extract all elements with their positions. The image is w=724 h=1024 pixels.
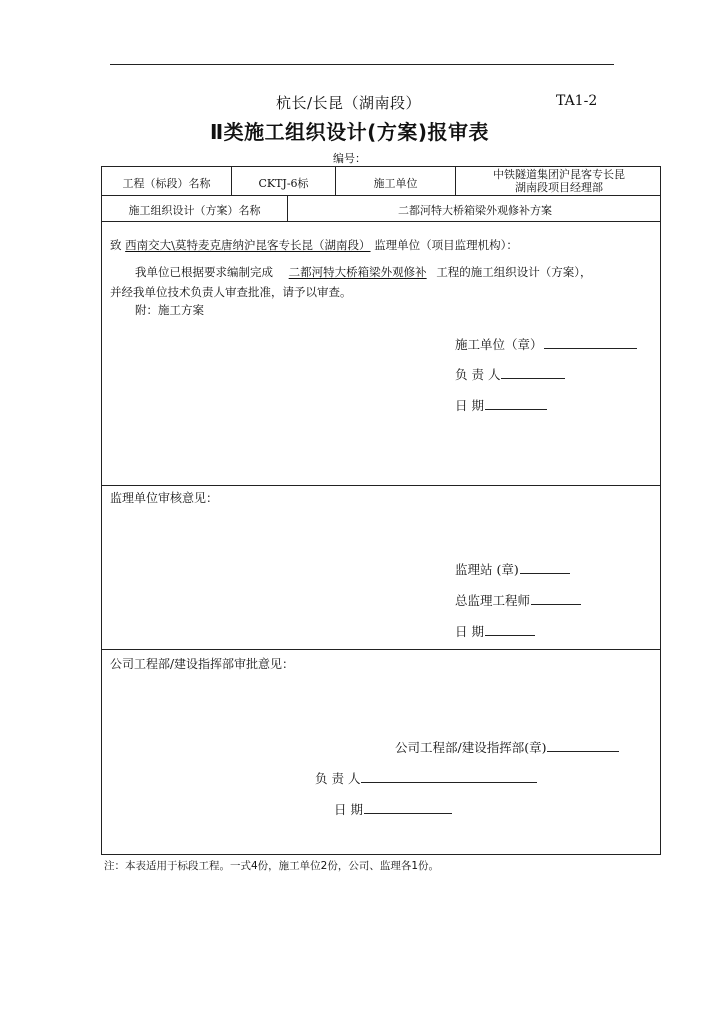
addressee-prefix: 致 — [110, 238, 122, 252]
supervisor-date-line — [455, 622, 535, 640]
number-label: 编号： — [333, 152, 366, 165]
submission-body-line1 — [135, 264, 592, 280]
contractor-person-line — [455, 365, 565, 383]
addressee-suffix: 监理单位（项目监理机构）： — [374, 238, 518, 252]
form-title: Ⅱ类施工组织设计(方案)报审表 — [210, 120, 489, 144]
route-label: 杭长/长昆（湖南段） — [276, 94, 422, 112]
form-code: TA1-2 — [556, 93, 598, 109]
contractor-date-label: 日 期 — [455, 398, 484, 413]
footer-note: 注：本表适用于标段工程。一式4份，施工单位2份，公司、监理各1份。 — [104, 860, 440, 872]
chief-engineer-label: 总监理工程师 — [455, 593, 531, 608]
contractor-person-label: 负 责 人 — [455, 367, 501, 382]
contractor-date-line — [455, 396, 547, 414]
contractor-label: 施工单位 — [373, 177, 418, 190]
signature-line — [544, 336, 637, 349]
top-rule — [110, 64, 614, 65]
contractor-value — [456, 168, 662, 194]
company-date-label: 日 期 — [334, 802, 363, 817]
body-project: 二都河特大桥箱梁外观修补 — [288, 265, 427, 279]
signature-line — [520, 561, 570, 574]
supervisor-date-label: 日 期 — [455, 624, 484, 639]
signature-line — [501, 366, 565, 379]
row-divider — [102, 221, 660, 222]
signature-line — [547, 739, 619, 752]
body-prefix: 我单位已根据要求编制完成 — [135, 265, 273, 279]
submission-body-line2: 并经我单位技术负责人审查批准，请予以审查。 — [110, 285, 352, 299]
company-person-label: 负 责 人 — [315, 771, 361, 786]
company-seal-line — [395, 738, 619, 756]
addressee-org: 西南交大\莫特麦克唐纳沪昆客专长昆（湖南段） — [125, 238, 371, 252]
attachment-line: 附：施工方案 — [135, 303, 204, 317]
section-divider — [102, 485, 660, 486]
signature-line — [364, 801, 452, 814]
contractor-seal-line — [455, 335, 637, 353]
signature-line — [485, 623, 535, 636]
approval-form-table — [101, 166, 661, 855]
signature-line — [361, 770, 537, 783]
company-seal-label: 公司工程部/建设指挥部(章) — [395, 740, 547, 755]
contractor-value-line2: 湖南段项目经理部 — [515, 181, 603, 194]
supervisor-opinion-label: 监理单位审核意见： — [110, 491, 219, 505]
company-date-line — [334, 800, 452, 818]
signature-line — [531, 592, 581, 605]
supervisor-station-line — [455, 560, 570, 578]
body-suffix: 工程的施工组织设计（方案）， — [436, 265, 592, 279]
signature-line — [485, 397, 547, 410]
section-divider — [102, 649, 660, 650]
contractor-value-line1: 中铁隧道集团沪昆客专长昆 — [493, 168, 625, 181]
supervisor-station-label: 监理站 (章) — [455, 562, 519, 577]
addressee-line — [110, 237, 518, 253]
design-name-value: 二都河特大桥箱梁外观修补方案 — [398, 204, 552, 217]
project-name-label: 工程（标段）名称 — [122, 177, 211, 190]
chief-engineer-line — [455, 591, 581, 609]
design-name-label: 施工组织设计（方案）名称 — [128, 204, 261, 217]
company-opinion-label: 公司工程部/建设指挥部审批意见： — [110, 657, 295, 671]
row-divider — [102, 195, 660, 196]
project-name-value: CKTJ-6标 — [258, 177, 309, 190]
company-person-line — [315, 769, 537, 787]
contractor-seal-label: 施工单位（章） — [455, 337, 543, 352]
